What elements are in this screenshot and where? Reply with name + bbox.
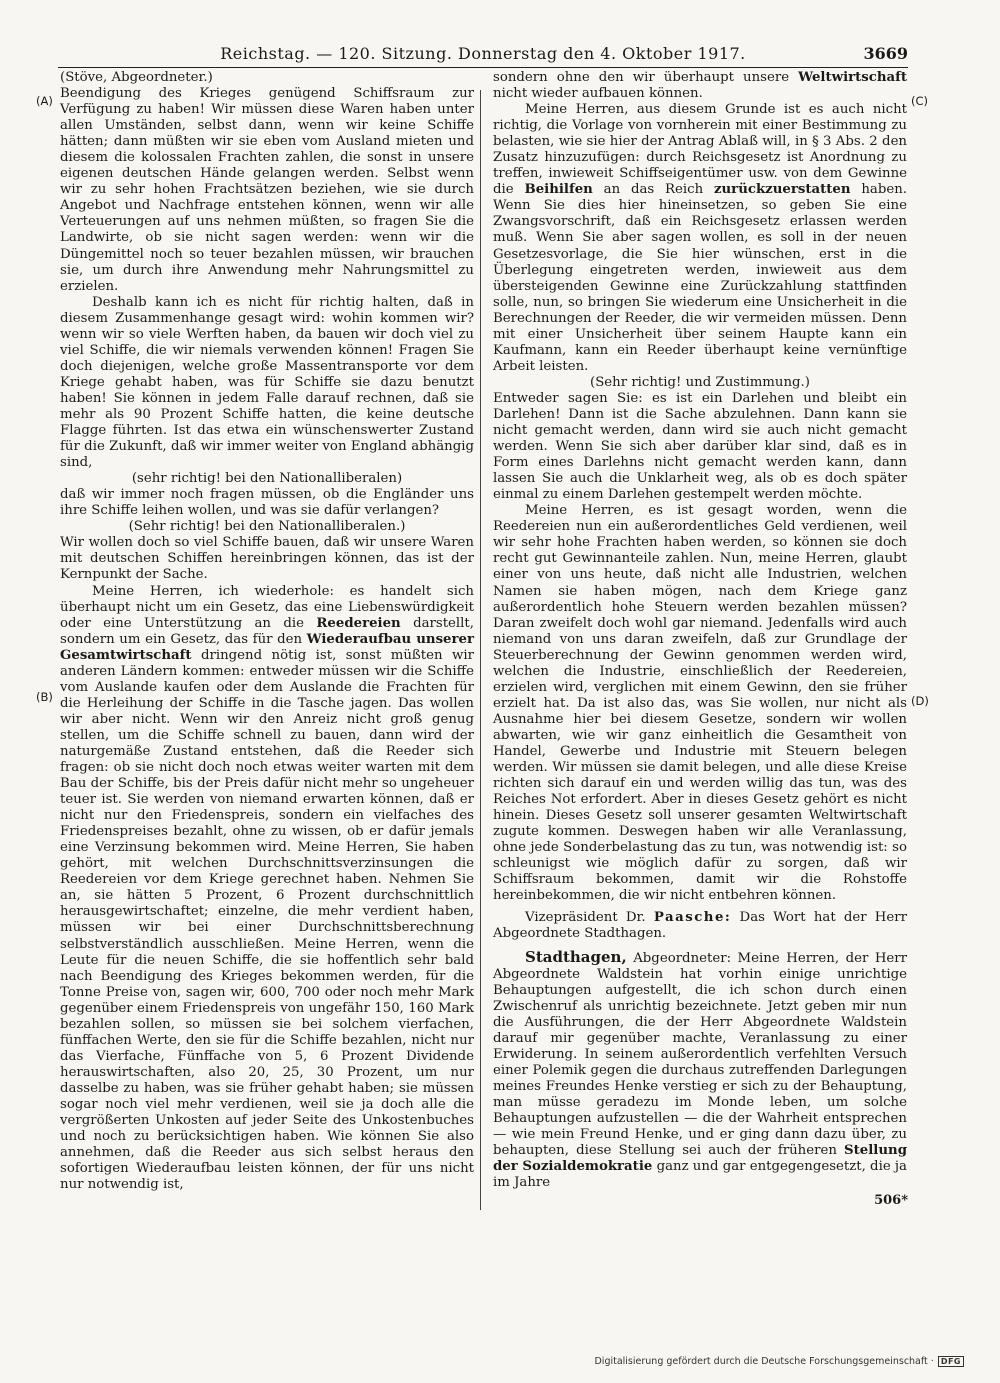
margin-marker-c: (C) xyxy=(911,94,929,108)
paragraph: Entweder sagen Sie: es ist ein Darlehen und bleibt ein Darlehen! Dann ist die Sache abzulehnen. Dann kann sie nicht gemacht werden, dann wird sie auch nicht gemacht werden. Wenn Sie sich aber darüber klar sind, daß es in Form eines Darlehns nicht gemacht werden kann, dann lassen Sie auch die Unklarheit weg, als ob es doch später einmal zu einem Darlehen gestempelt werden möchte. xyxy=(493,390,907,503)
speaker-name: Paasche: xyxy=(653,910,732,926)
text-run: dringend nötig ist, sonst müßten wir anderen Ländern kommen: entweder müssen wir die Schiffe vom Auslande kaufen oder dem Auslande die Frachten für die Herleihung der Schiffe in die Tasche jagen. Das wollen wir aber nicht. Wenn wir den Anreiz nicht groß genug stellen, um die Schiffe schnell zu bauen, dann wird der naturgemäße Zustand entstehen, daß die Reeder sich fragen: ob sie nicht doch noch etwas weiter warten mit dem Bau der Schiffe, bis der Preis dafür nicht mehr so ungeheuer teuer ist. Sie werden von niemand erwarten können, daß er nicht nur den Friedenspreis, sondern ein vielfaches des Friedenspreises bezahlt, ohne zu wissen, ob er dafür jemals eine Verzinsung bekommen wird. Meine Herren, Sie haben gehört, mit welchen Durchschnittsverzinsungen die Reedereien vor dem Kriege gerechnet haben. Nehmen Sie an, sie hätten 5 Prozent, 6 Prozent durchschnittlich herausgewirtschaftet; einzelne, die mehr verdient haben, müssen wir bei einer Durchschnittsberechnung selbstverständlich ausschließen. Meine Herren, wenn die Leute für die neuen Schiffe, die sie hoffentlich sehr bald nach Beendigung des Krieges bekommen werden, für die Tonne Preise von, sagen wir, 600, 700 oder noch mehr Mark gegenüber einem Friedenspreis von ungefähr 150, 160 Mark bezahlen sollen, so müssen sie bei solchem vierfachen, fünffachen Werte, den sie für die Schiffe bezahlen, nicht nur das Vierfache, Fünffache von 5, 6 Prozent Dividende herauswirtschaften, also 20, 25, 30 Prozent, um nur dasselbe zu haben, was sie früher gehabt haben; sie müssen sogar noch viel mehr verdienen, weil sie ja doch alle die vergrößerten Unkosten auf jeder Seite des Unkostenbuches und noch zu berücksichtigen haben. Wie können Sie also annehmen, daß die Reeder aus sich selbst heraus den sofortigen Wiederaufbau leisten können, der für uns nicht nur notwendig ist, xyxy=(60,647,474,1193)
paragraph: Wir wollen doch so viel Schiffe bauen, daß wir unsere Waren mit deutschen Schiffen hereinbringen können, das ist der Kernpunkt der Sache. xyxy=(60,535,474,583)
right-column xyxy=(493,70,907,1191)
column-divider xyxy=(480,90,481,1210)
paragraph xyxy=(493,70,907,102)
speech xyxy=(493,949,907,1192)
page-number: 3669 xyxy=(863,44,908,63)
speaker-continuation: (Stöve, Abgeordneter.) xyxy=(60,70,213,85)
bold-term: Wiederaufbau unserer Gesamtwirtschaft xyxy=(60,631,474,663)
funding-note: Digitalisierung gefördert durch die Deutsche Forschungsgemeinschaft · xyxy=(594,1356,934,1367)
text-run: nicht wieder aufbauen können. xyxy=(493,86,703,102)
interjection: (sehr richtig! bei den Nationalliberalen) xyxy=(131,471,403,487)
bold-term: Stellung der Sozialdemokratie xyxy=(493,1143,907,1175)
paragraph: Meine Herren, es ist gesagt worden, wenn die Reedereien nun ein außerordentliches Geld verdienen, weil wir sehr hohe Frachten haben werden, so können sie doch recht gut Gewinnanteile zahlen. Nun, meine Herren, glaubt einer von uns heute, daß nicht alle Industrien, welchen Namen sie haben mögen, nach dem Kriege ganz außerordentlich hohe Steuern werden bezahlen müssen? Daran zweifelt doch wohl gar niemand. Jedenfalls wird auch niemand von uns daran zweifeln, daß zur Grundlage der Steuerberechnung der Gewinn genommen werden wird, welchen die Industrie, einschließlich der Reedereien, erzielen wird, verglichen mit einem Gewinn, den sie früher erzielt hat. Da ist also das, was Sie wollen, nur nicht als Ausnahme hier bei diesem Gesetze, sondern wir wollen abwarten, wie wir ganz einheitlich die Gesamtheit von Handel, Gewerbe und Industrie mit Steuern belegen werden. Wir müssen sie damit belegen, und alle diese Kreise richten sich darauf ein und werden willig das tun, was des Reiches Not erfordert. Aber in dieses Gesetz gehört es nicht hinein. Dieses Gesetz soll unserer gesamten Weltwirtschaft zugute kommen. Deswegen haben wir alle Veranlassung, ohne jede Sonderbelastung das zu tun, was notwendig ist: so schleunigst wie möglich dafür zu sorgen, daß wir Schiffsraum bekommen, damit wir die Rohstoffe hereinbekommen, die wir nicht entbehren können. xyxy=(493,503,907,904)
left-column xyxy=(60,70,474,1193)
bold-term: Reedereien xyxy=(316,615,401,631)
text-run: Vizepräsident Dr. xyxy=(525,910,654,926)
text-run: Meine Herren, ich wiederhole: es handelt sich überhaupt nicht um ein Gesetz, das eine Liebenswürdigkeit oder eine Unterstützung an die xyxy=(60,583,474,631)
paragraph: Deshalb kann ich es nicht für richtig halten, daß in diesem Zusammenhange gesagt wird: wohin kommen wir? wenn wir so viele Werften haben, da bauen wir doch viel zu viel Schiffe, die wir niemals verwenden können! Fragen Sie doch diejenigen, welche große Massentransporte vor dem Kriege gehabt haben, was für Schiffe sie dazu benutzt haben! Sie können in jedem Falle darauf rechnen, daß sie mehr als 90 Prozent Schiffe hatten, die keine deutsche Flagge führten. Ist das etwa ein wünschenswerter Zustand für die Zukunft, daß wir immer weiter von England abhängig sind, xyxy=(60,294,474,471)
header-rule xyxy=(58,67,908,68)
chair-remark xyxy=(493,910,907,942)
running-title: Reichstag. — 120. Sitzung. Donnerstag den 4. Oktober 1917. xyxy=(220,44,746,63)
text-run: an das Reich xyxy=(592,182,714,198)
text-run: Meine Herren, aus diesem Grunde ist es auch nicht richtig, die Vorlage von vornherein mit einer Bestimmung zu belasten, wie sie hier der Antrag Ablaß will, in § 3 Abs. 2 den Zusatz hinzuzufügen: durch Reichsgesetz ist Anordnung zu treffen, inwieweit Schiffseigentümer usw. von dem Gewinne die xyxy=(493,102,907,198)
bold-term: Weltwirtschaft xyxy=(798,70,907,85)
margin-marker-b: (B) xyxy=(36,690,53,704)
text-run: darstellt, sondern um ein Gesetz, das für den xyxy=(60,615,474,647)
margin-marker-d: (D) xyxy=(911,694,929,708)
bold-term: Beihilfen xyxy=(524,182,593,198)
footer xyxy=(594,1356,964,1367)
margin-marker-a: (A) xyxy=(36,94,53,108)
interjection: (Sehr richtig! und Zustimmung.) xyxy=(590,374,810,390)
paragraph: Beendigung des Krieges genügend Schiffsraum zur Verfügung zu haben! Wir müssen diese Waren haben unter allen Umständen, selbst dann, wenn wir keine Schiffe hätten; dann müßten wir sie eben vom Ausland mieten und diesem die kolossalen Frachten zahlen, die sonst in unsere eigenen deutschen Hände gelangen werden. Selbst wenn wir zu sehr hohen Frachtsätzen beziehen, wie sie durch Angebot und Nachfrage entstehen können, wenn wir alle Verteuerungen auf uns nehmen müßten, so fragen Sie die Landwirte, ob sie nicht sagen werden: wenn wir die Düngemittel noch so teuer bezahlen müssen, wir brauchen sie, um durch ihre Anwendung mehr Nahrungsmittel zu erzielen. xyxy=(60,86,474,294)
page-header xyxy=(58,44,908,66)
dfg-logo: DFG xyxy=(938,1356,964,1367)
paragraph xyxy=(493,102,907,375)
interjection: (Sehr richtig! bei den Nationalliberalen.) xyxy=(128,519,406,535)
paragraph: daß wir immer noch fragen müssen, ob die Engländer uns ihre Schiffe leihen wollen, und was sie dafür verlangen? xyxy=(60,487,474,519)
text-run: haben. Wenn Sie dies hier hineinsetzen, so geben Sie eine Zwangsvorschrift, daß ein Reichsgesetz erlassen werden muß. Wenn Sie aber sagen wollen, es soll in der neuen Gesetzesvorlage, die Sie hier wünschen, erst in die Überlegung eingetreten werden, inwieweit aus dem übersteigenden Gewinne eine Zurückzahlung stattfinden solle, nun, so bringen Sie wiederum eine Unsicherheit in die Berechnungen der Reeder, die wir vermeiden müssen. Denn mit einer Unsicherheit über seinem Haupte kann ein Kaufmann, kann ein Reeder überhaupt keine vernünftige Arbeit leisten. xyxy=(493,182,907,374)
text-run: Das Wort hat der Herr Abgeordnete Stadthagen. xyxy=(493,910,907,942)
paragraph xyxy=(60,584,474,1194)
text-run: ganz und gar entgegengesetzt, die ja im Jahre xyxy=(493,1159,907,1191)
bold-term: zurückzuerstatten xyxy=(713,182,851,198)
speaker-name: Stadthagen, xyxy=(525,947,627,966)
text-run: Abgeordneter: Meine Herren, der Herr Abgeordnete Waldstein hat vorhin einige unrichtige Behauptungen aufgestellt, die ich schon durch einen Zwischenruf als unrichtig bezeichnete. Jetzt geben mir nun die Ausführungen, die der Herr Abgeordnete Waldstein darauf mir gegenüber machte, Veranlassung zu einer Erwiderung. In seinem außerordentlich verfehlten Versuch einer Polemik gegen die durchaus zutreffenden Darlegungen meines Freundes Henke verstieg er sich zu der Behauptung, man müsse geradezu im Monde leben, um solche Behauptungen aufzustellen — die der Wahrheit entsprechen — wie mein Freund Henke, und er ging dann dazu über, zu behaupten, diese Stellung sei auch der früheren xyxy=(493,950,907,1159)
text-run: sondern ohne den wir überhaupt unsere xyxy=(493,70,799,85)
signature-mark: 506* xyxy=(874,1193,908,1208)
